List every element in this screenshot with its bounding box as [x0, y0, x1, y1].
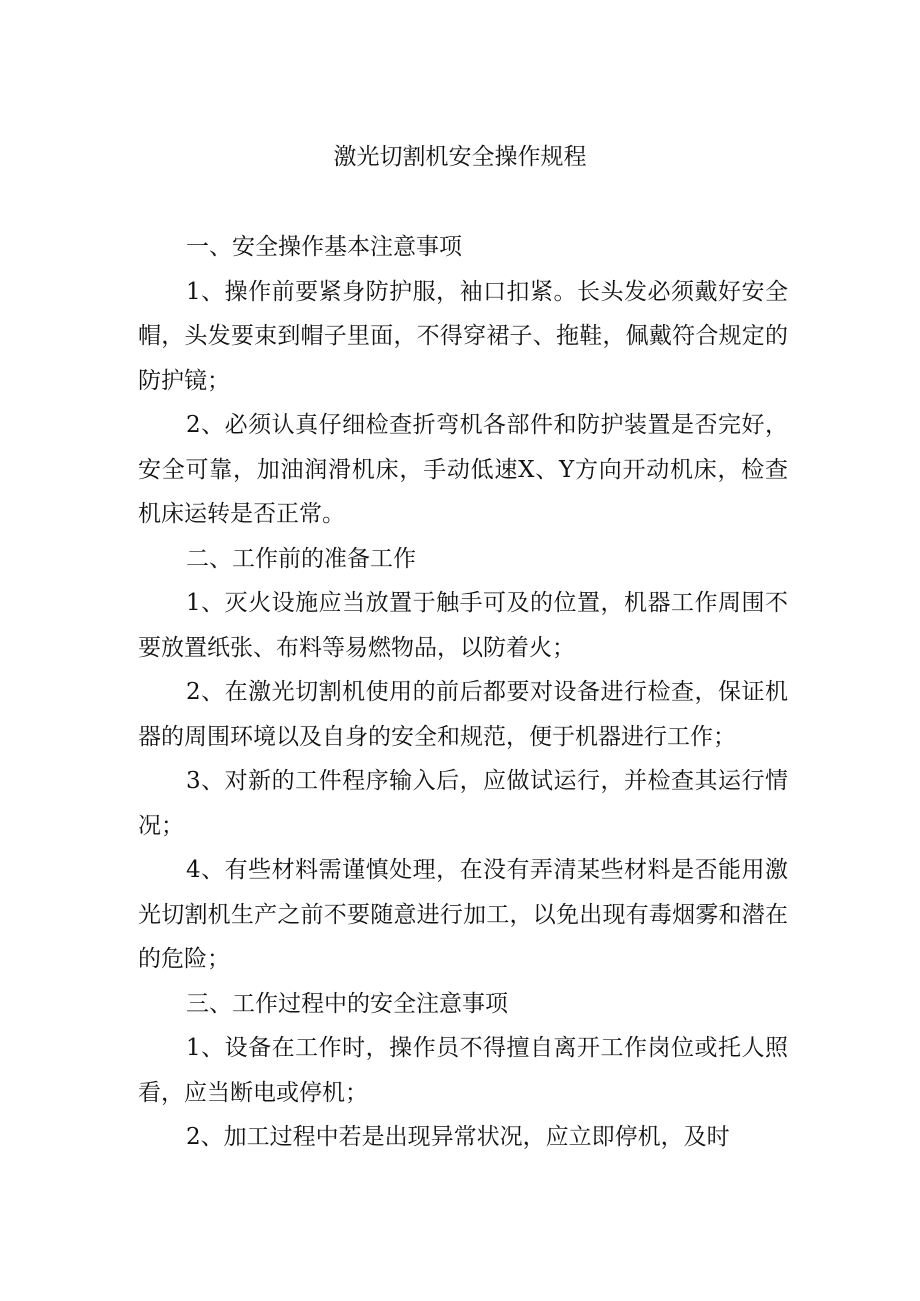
document-body [138, 225, 788, 1160]
section-heading-1: 一、安全操作基本注意事项 [186, 234, 462, 260]
paragraph: 4、有些材料需谨慎处理，在没有弄清某些材料是否能用激光切割机生产之前不要随意进行加工，以免出现有毒烟雾和潜在的危险； [138, 857, 788, 972]
paragraph: 2、加工过程中若是出现异常状况，应立即停机，及时 [186, 1124, 730, 1150]
paragraph: 2、必须认真仔细检查折弯机各部件和防护装置是否完好，安全可靠，加油润滑机床，手动低速X、Y方向开动机床，检查机床运转是否正常。 [138, 412, 788, 527]
section-heading-3: 三、工作过程中的安全注意事项 [186, 990, 508, 1017]
document-title: 激光切割机安全操作规程 [333, 144, 587, 170]
paragraph: 3、对新的工件程序输入后，应做试运行，并检查其运行情况； [138, 768, 788, 839]
section-heading-2: 二、工作前的准备工作 [186, 545, 416, 572]
paragraph: 1、设备在工作时，操作员不得擅自离开工作岗位或托人照看，应当断电或停机； [138, 1035, 788, 1106]
paragraph: 2、在激光切割机使用的前后都要对设备进行检查，保证机器的周围环境以及自身的安全和规范，便于机器进行工作； [138, 679, 788, 750]
paragraph: 1、操作前要紧身防护服，袖口扣紧。长头发必须戴好安全帽，头发要束到帽子里面，不得穿裙子、拖鞋，佩戴符合规定的防护镜； [138, 278, 788, 394]
paragraph: 1、灭火设施应当放置于触手可及的位置，机器工作周围不要放置纸张、布料等易燃物品，以防着火； [138, 590, 788, 661]
